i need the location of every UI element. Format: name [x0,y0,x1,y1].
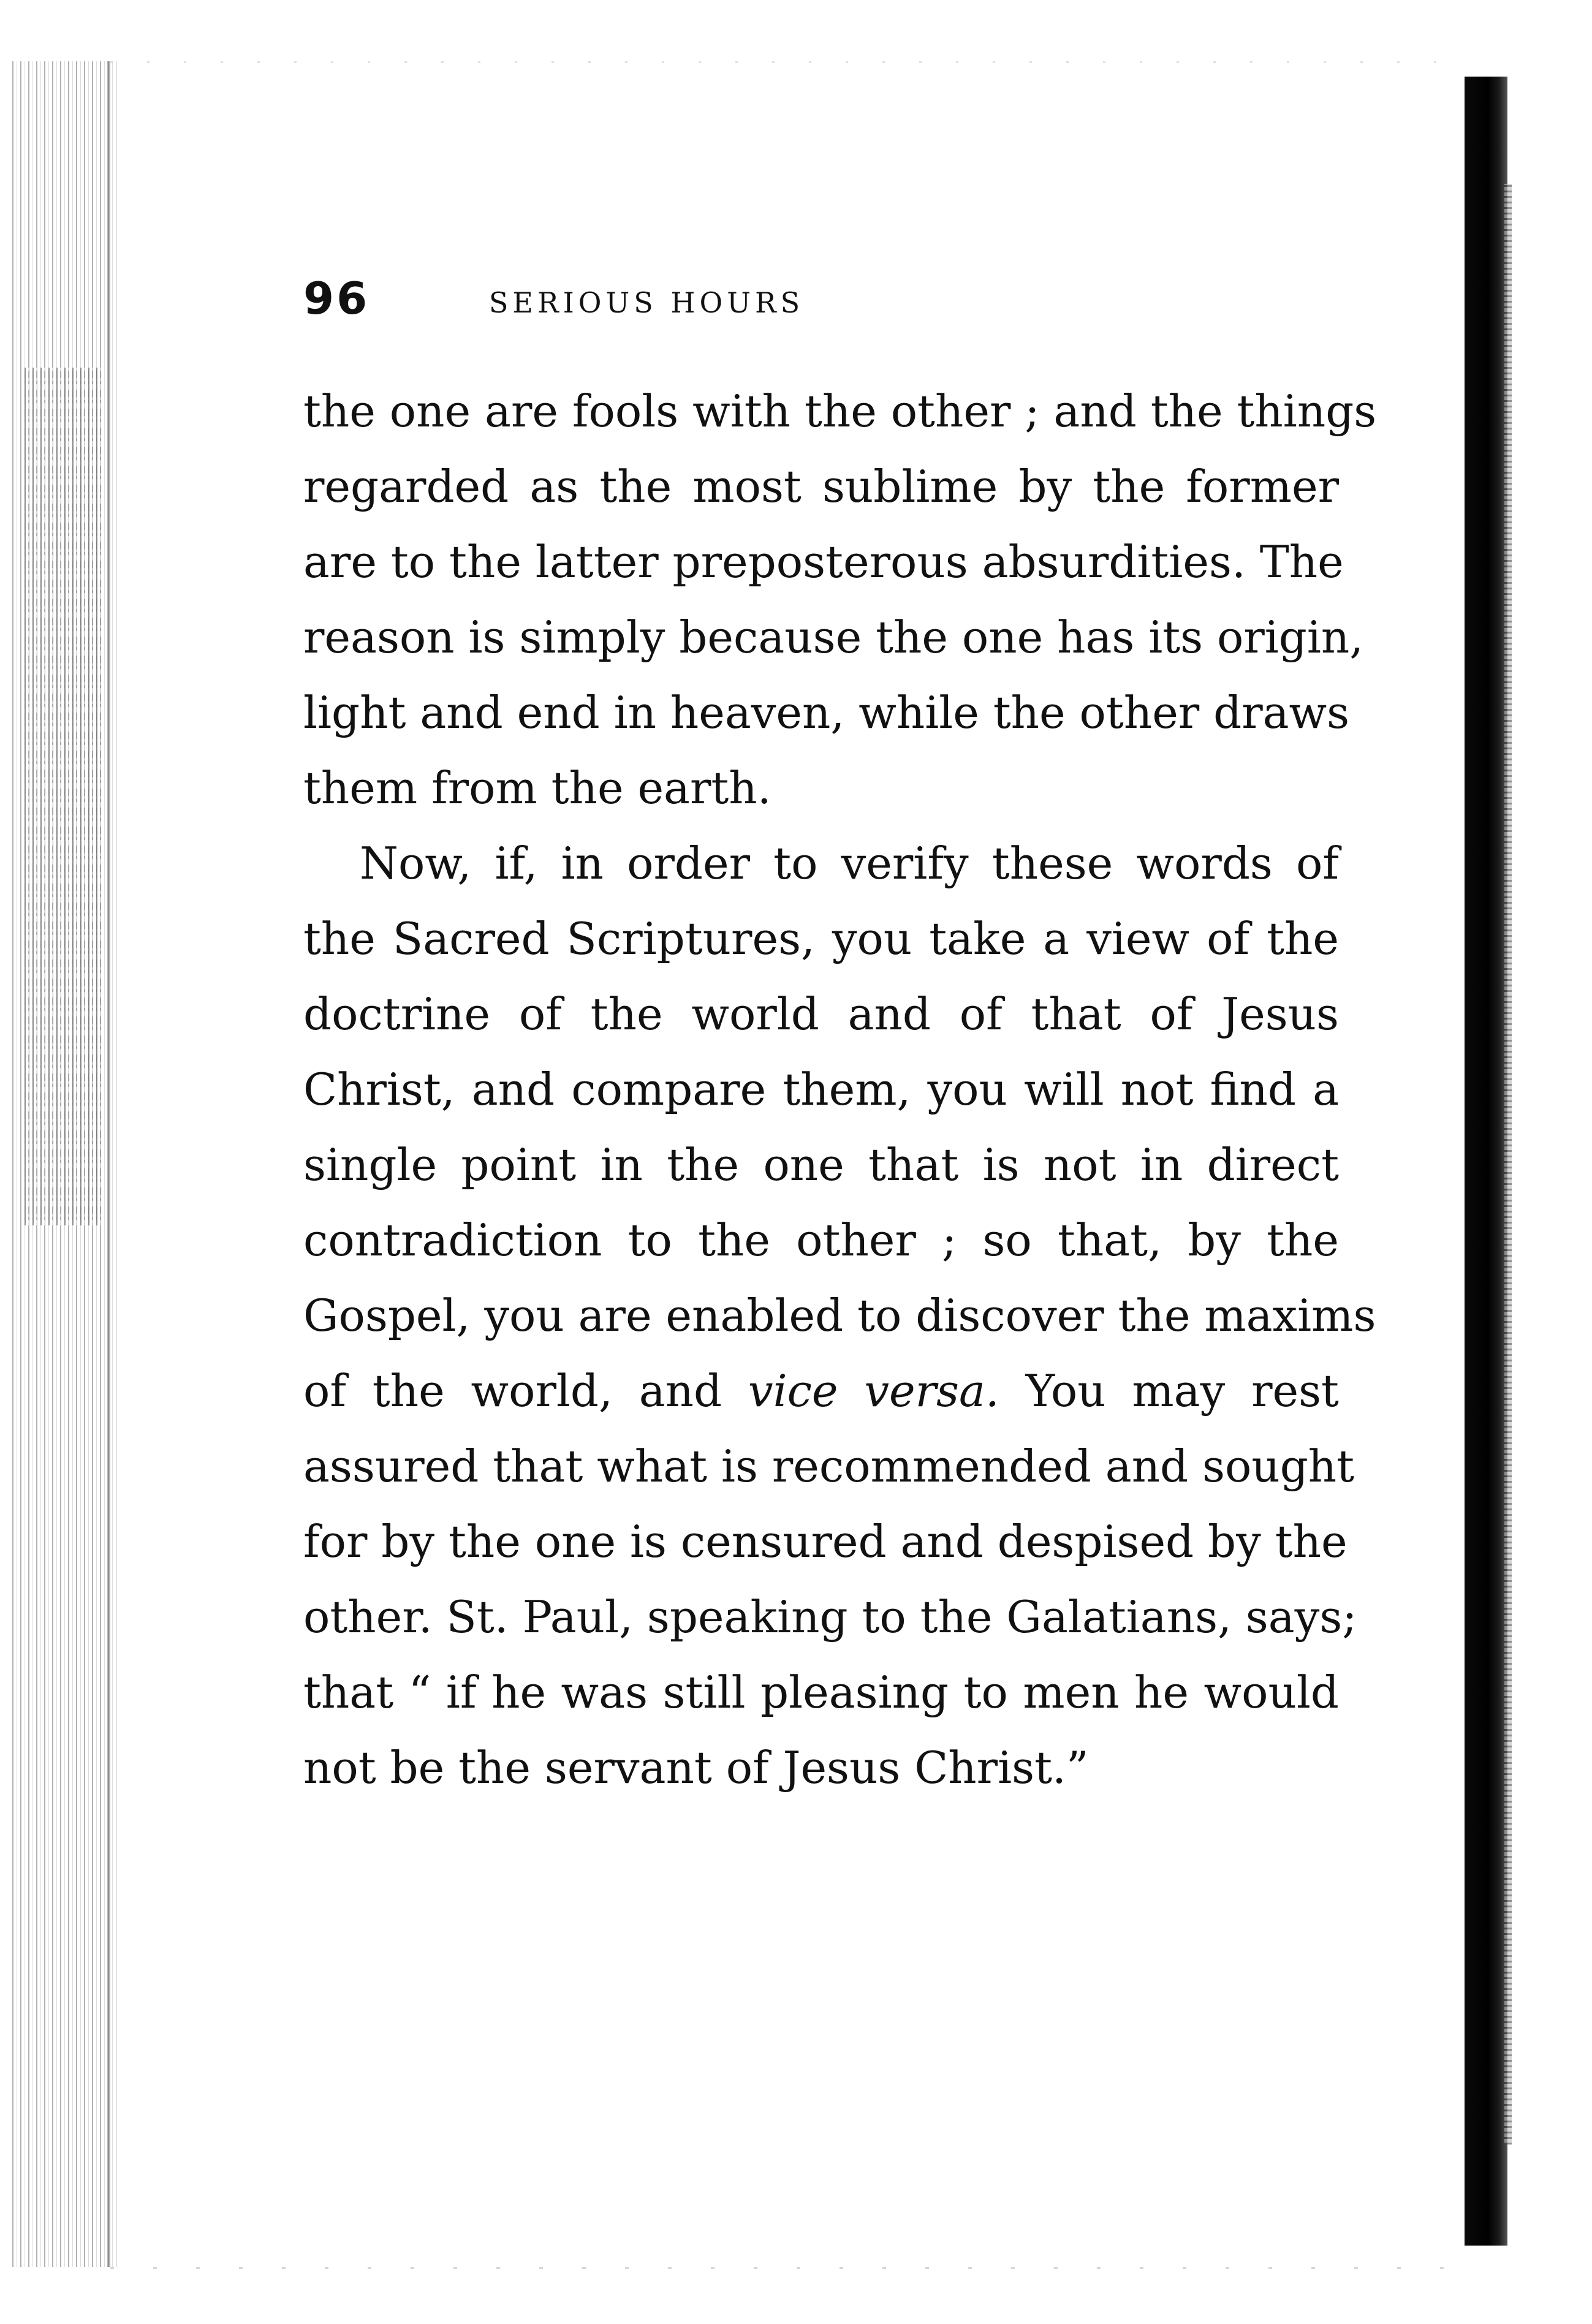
scan-top-specks [110,61,1465,63]
text-line: the Sacred Scriptures, you take a view of the [303,913,1339,964]
text-line: of the world, and vice versa. You may rest [303,1365,1339,1417]
page-header [303,273,990,328]
scan-gutter-edge [107,61,110,2267]
scan-right-edge-noise [1504,184,1512,2144]
text-line: reason is simply because the one has its origin, [303,611,1364,663]
italic-phrase: vice versa. [748,1365,999,1417]
body-text [303,374,1377,1806]
paragraph-start-line: Now, if, in order to verify these words of [360,838,1339,889]
scan-right-edge-shadow [1465,77,1507,2246]
page-number: 96 [303,273,370,324]
text-line: Gospel, you are enabled to discover the maxims [303,1290,1376,1341]
paragraph-end-line: them from the earth. [303,762,771,814]
text-line: other. St. Paul, speaking to the Galatians, says; [303,1591,1357,1643]
text-line: doctrine of the world and of that of Jesus [303,988,1339,1040]
text-line: that “ if he was still pleasing to men he would [303,1667,1339,1718]
text-line: light and end in heaven, while the other draws [303,687,1350,738]
text-line: single point in the one that is not in direct [303,1139,1339,1190]
paragraph-end-line: not be the servant of Jesus Christ.” [303,1742,1089,1793]
text-line: regarded as the most sublime by the former [303,461,1339,512]
scan-gutter-noise-dense [25,368,104,1225]
text-line: the one are fools with the other ; and the things [303,385,1377,437]
scan-bottom-specks [110,2267,1465,2269]
running-title: SERIOUS HOURS [488,286,805,319]
text-line: Christ, and compare them, you will not find a [303,1064,1339,1115]
text-line: assured that what is recommended and sought [303,1440,1355,1492]
text-line: contradiction to the other ; so that, by the [303,1214,1339,1266]
text-line: for by the one is censured and despised by the [303,1516,1348,1567]
text-line: are to the latter preposterous absurdities. The [303,536,1344,588]
